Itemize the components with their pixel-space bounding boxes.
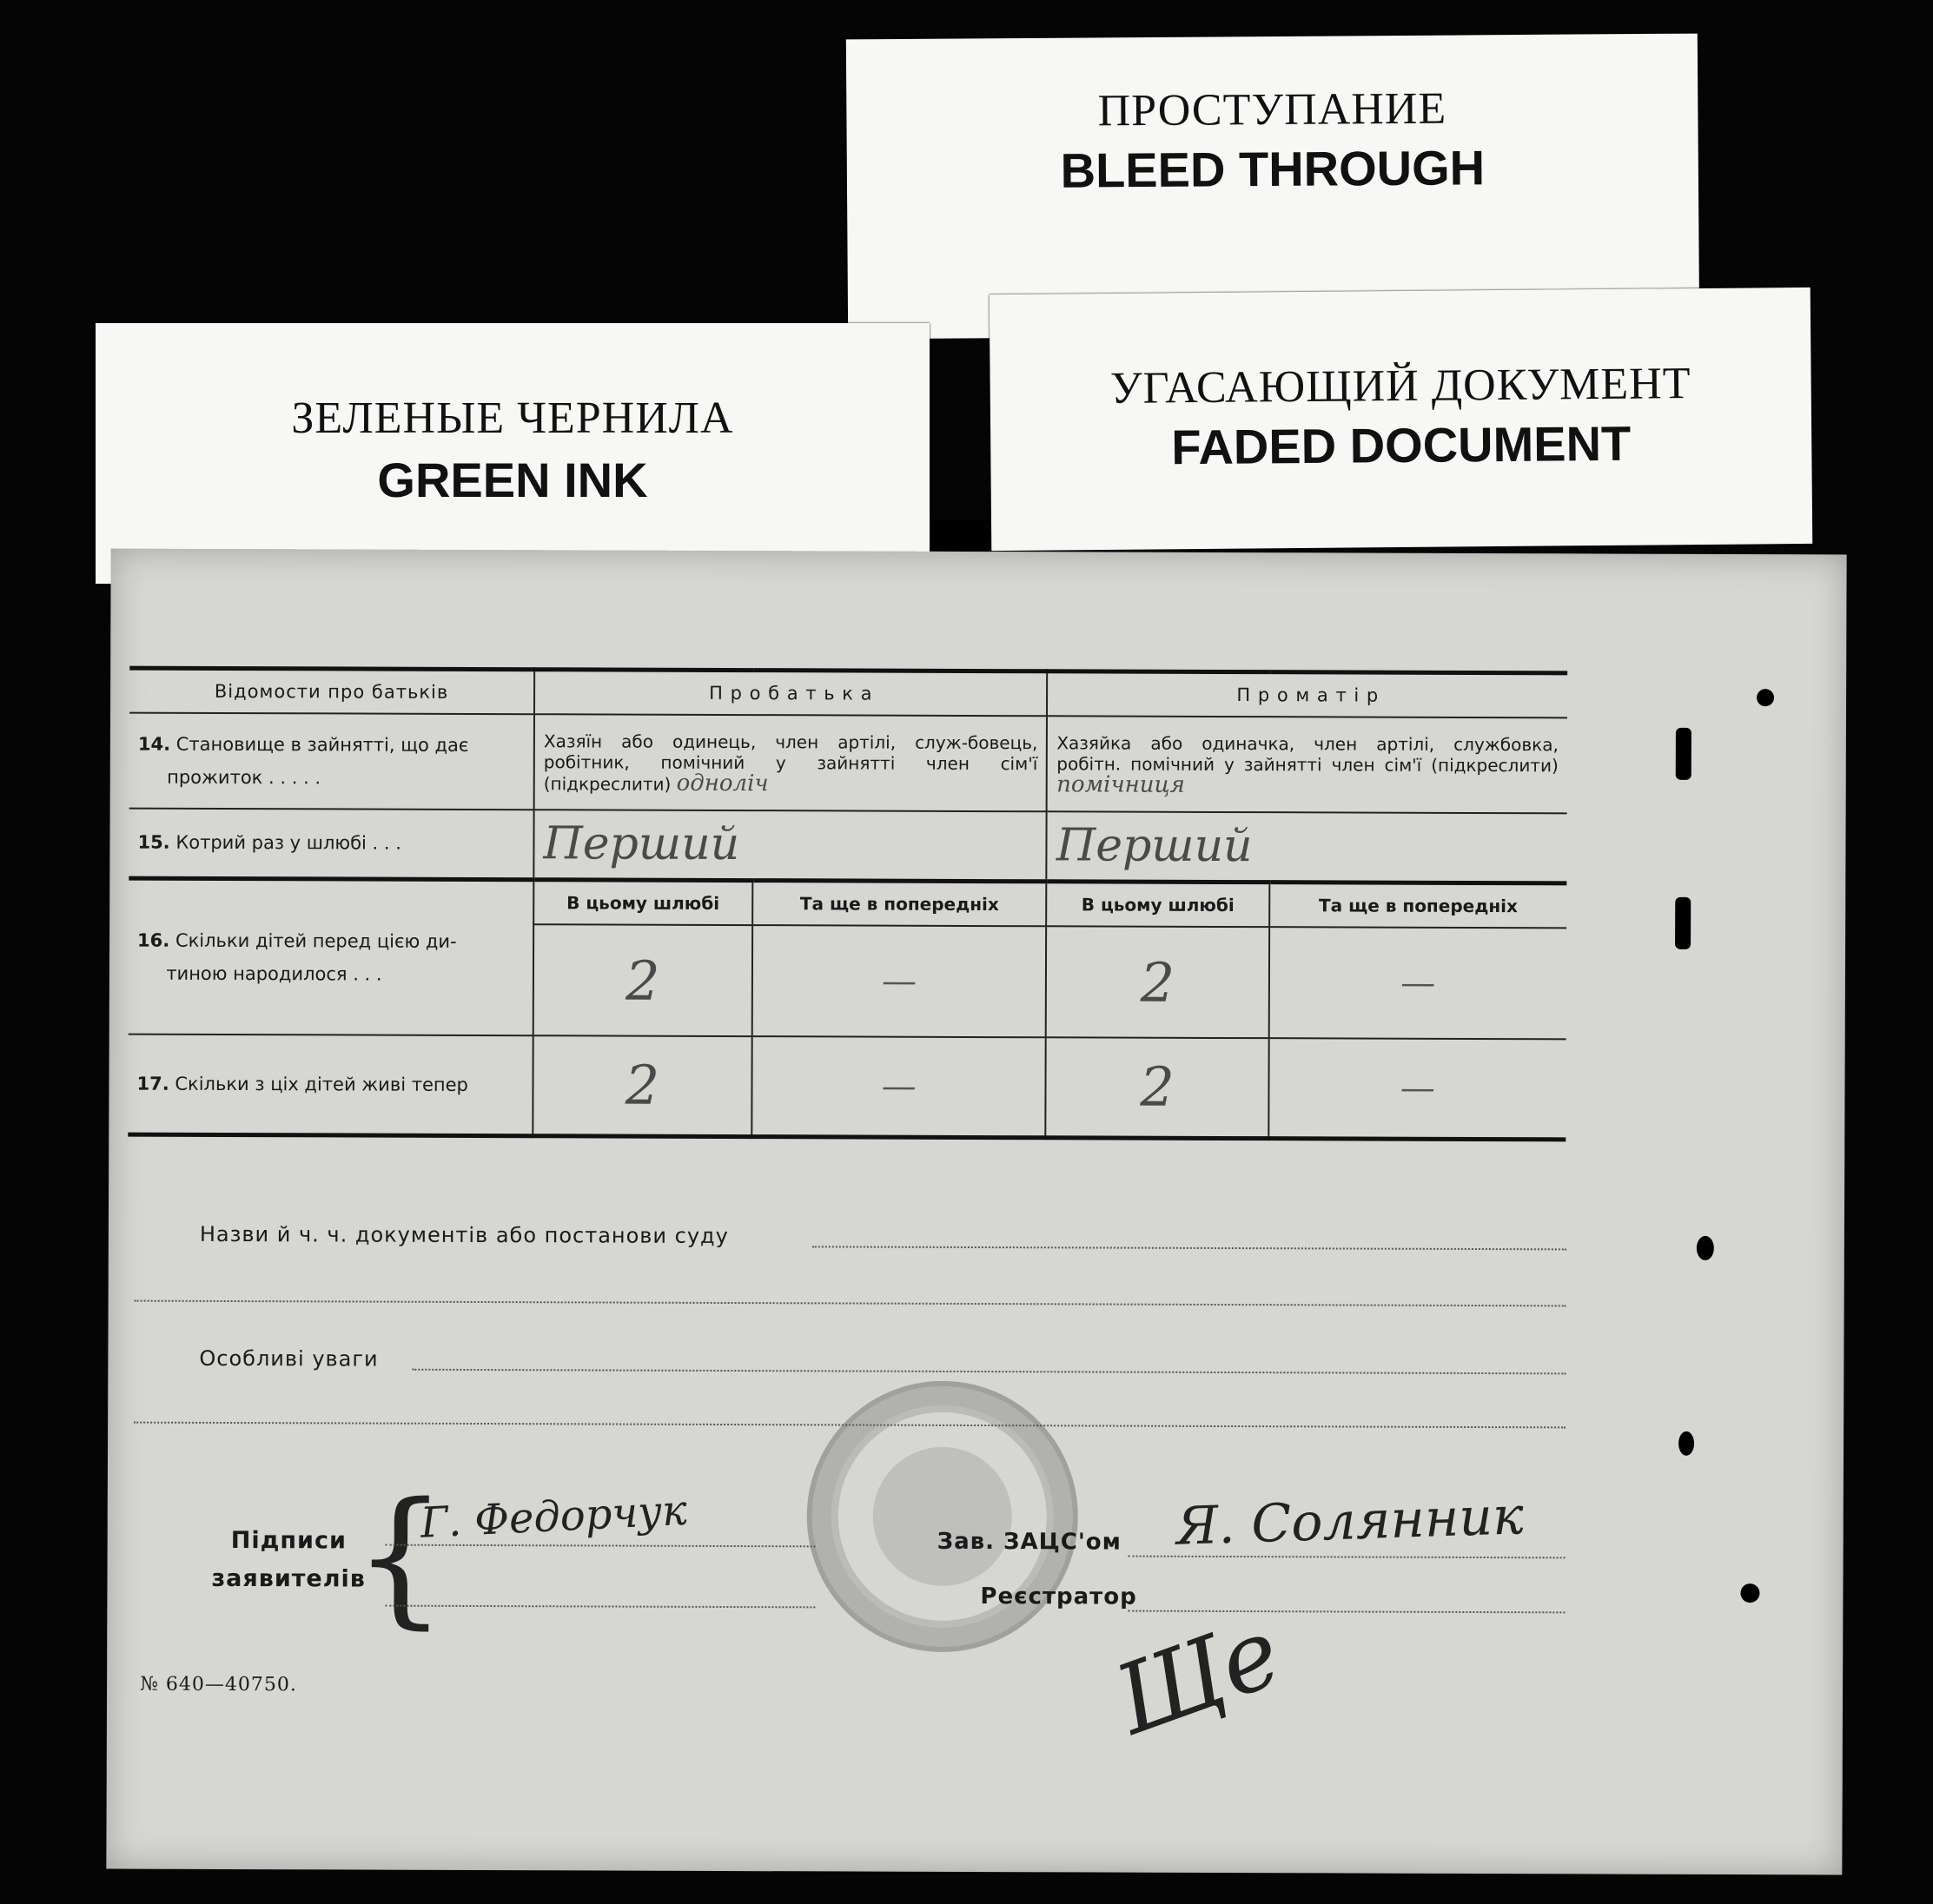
subheader-mother-previous: Та ще в попередніх <box>1269 882 1567 928</box>
official-seal-stamp <box>806 1380 1078 1652</box>
row14-number: 14. <box>137 733 171 755</box>
registrar-signature-line <box>1128 1610 1565 1614</box>
registry-form-page <box>106 549 1846 1875</box>
row17-father-prev: — <box>751 1036 1046 1137</box>
row17-label: Скільки з ціх дітей живі тепер <box>175 1073 468 1095</box>
row16-father-prev: — <box>752 925 1047 1037</box>
header-about-mother: П р о м а т і р <box>1047 671 1567 718</box>
row15-question <box>129 809 533 880</box>
documents-dotted-line <box>812 1246 1566 1250</box>
applicants-label-line1: Підписи <box>230 1527 347 1555</box>
documents-dotted-line-2 <box>135 1300 1566 1307</box>
punch-hole <box>1740 1583 1759 1603</box>
punch-tear <box>1675 897 1691 949</box>
punch-hole <box>1678 1431 1694 1456</box>
seal-emblem <box>872 1447 1012 1587</box>
row14-label-line1: Становище в зайнятті, що дає <box>175 733 469 756</box>
table-header-row <box>129 668 1567 717</box>
header-parents-info: Відомости про батьків <box>129 668 534 714</box>
table-row-14 <box>129 713 1567 814</box>
row16-mother-this: 2 <box>1046 926 1268 1038</box>
form-number: № 640—40750. <box>140 1673 297 1696</box>
applicant-signature-line-2 <box>385 1605 815 1609</box>
parents-info-table <box>128 666 1567 1141</box>
row17-question <box>128 1035 533 1136</box>
label-faded-document-en: FADED DOCUMENT <box>1171 415 1632 475</box>
row16-mother-prev: — <box>1268 927 1566 1039</box>
notes-label: Особливі уваги <box>199 1345 379 1372</box>
row17-mother-prev: — <box>1268 1038 1566 1139</box>
applicants-signatures-label <box>211 1522 366 1599</box>
registrar-label: Реєстратор <box>980 1583 1137 1610</box>
row14-mother-cell <box>1047 716 1567 813</box>
table-row-15 <box>129 809 1566 883</box>
head-label: Зав. ЗАЦС'ом <box>937 1528 1122 1556</box>
notes-dotted-line <box>412 1369 1566 1375</box>
label-card-green-ink <box>96 323 930 584</box>
row17-father-this: 2 <box>533 1035 751 1136</box>
subheader-father-this: В цьому шлюбі <box>533 879 752 925</box>
row16-label-line1: Скільки дітей перед цією ди- <box>175 929 457 952</box>
registrar-signature: Ще <box>1101 1596 1294 1757</box>
label-green-ink-ru: ЗЕЛЕНЫЕ ЧЕРНИЛА <box>291 393 734 443</box>
row14-father-options: Хазяїн або одинець, член артілі, служ-бовець, робітник, помічний у зайнятті член сім'ї (підкреслити) <box>543 730 1038 795</box>
head-signature-line <box>1129 1556 1566 1559</box>
row15-mother-handwritten: Перший <box>1047 811 1567 883</box>
header-about-father: П р о б а т ь к а <box>534 670 1048 717</box>
documents-label: Назви й ч. ч. документів або постанови суду <box>199 1221 729 1249</box>
row15-number: 15. <box>137 831 170 854</box>
table-row-17 <box>128 1035 1566 1140</box>
punch-hole <box>1757 689 1774 706</box>
punch-hole <box>1697 1236 1714 1260</box>
row14-father-cell <box>534 714 1048 811</box>
label-faded-document-ru: УГАСАЮЩИЙ ДОКУМЕНТ <box>1109 359 1691 413</box>
applicant-signature: Г. Федорчук <box>419 1485 688 1548</box>
row15-father-handwritten: Перший <box>533 810 1047 881</box>
row14-mother-options: Хазяйка або одиначка, член артілі, службовка, робітн. помічний у зайнятті член сім'ї (підкреслити) <box>1056 731 1559 776</box>
row14-mother-handwritten: помічниця <box>1056 770 1185 798</box>
table-subheader-row <box>129 878 1566 929</box>
subheader-mother-this: В цьому шлюбі <box>1047 881 1269 927</box>
row16-question <box>129 878 534 1036</box>
row14-father-handwritten: одноліч <box>676 770 769 797</box>
row14-question <box>129 713 534 810</box>
subheader-father-previous: Та ще в попередніх <box>752 880 1047 926</box>
row14-label-line2: прожиток . . . . . <box>167 766 321 789</box>
label-green-ink-en: GREEN INK <box>377 453 648 507</box>
row17-number: 17. <box>136 1073 169 1094</box>
card-gap <box>931 519 990 554</box>
brace-glyph: { <box>353 1471 448 1643</box>
row17-mother-this: 2 <box>1046 1037 1268 1138</box>
head-signature: Я. Солянник <box>1175 1485 1525 1557</box>
label-bleed-through-ru: ПРОСТУПАНИЕ <box>1097 83 1447 136</box>
punch-tear <box>1676 728 1691 780</box>
row15-label: Котрий раз у шлюбі . . . <box>175 832 402 854</box>
label-bleed-through-en: BLEED THROUGH <box>1060 140 1486 198</box>
row16-label-line2: тиною народилося . . . <box>166 962 382 985</box>
row16-number: 16. <box>137 929 170 951</box>
row16-father-this: 2 <box>533 924 752 1036</box>
label-card-faded-document <box>990 288 1813 551</box>
applicants-label-line2: заявителів <box>211 1564 366 1593</box>
